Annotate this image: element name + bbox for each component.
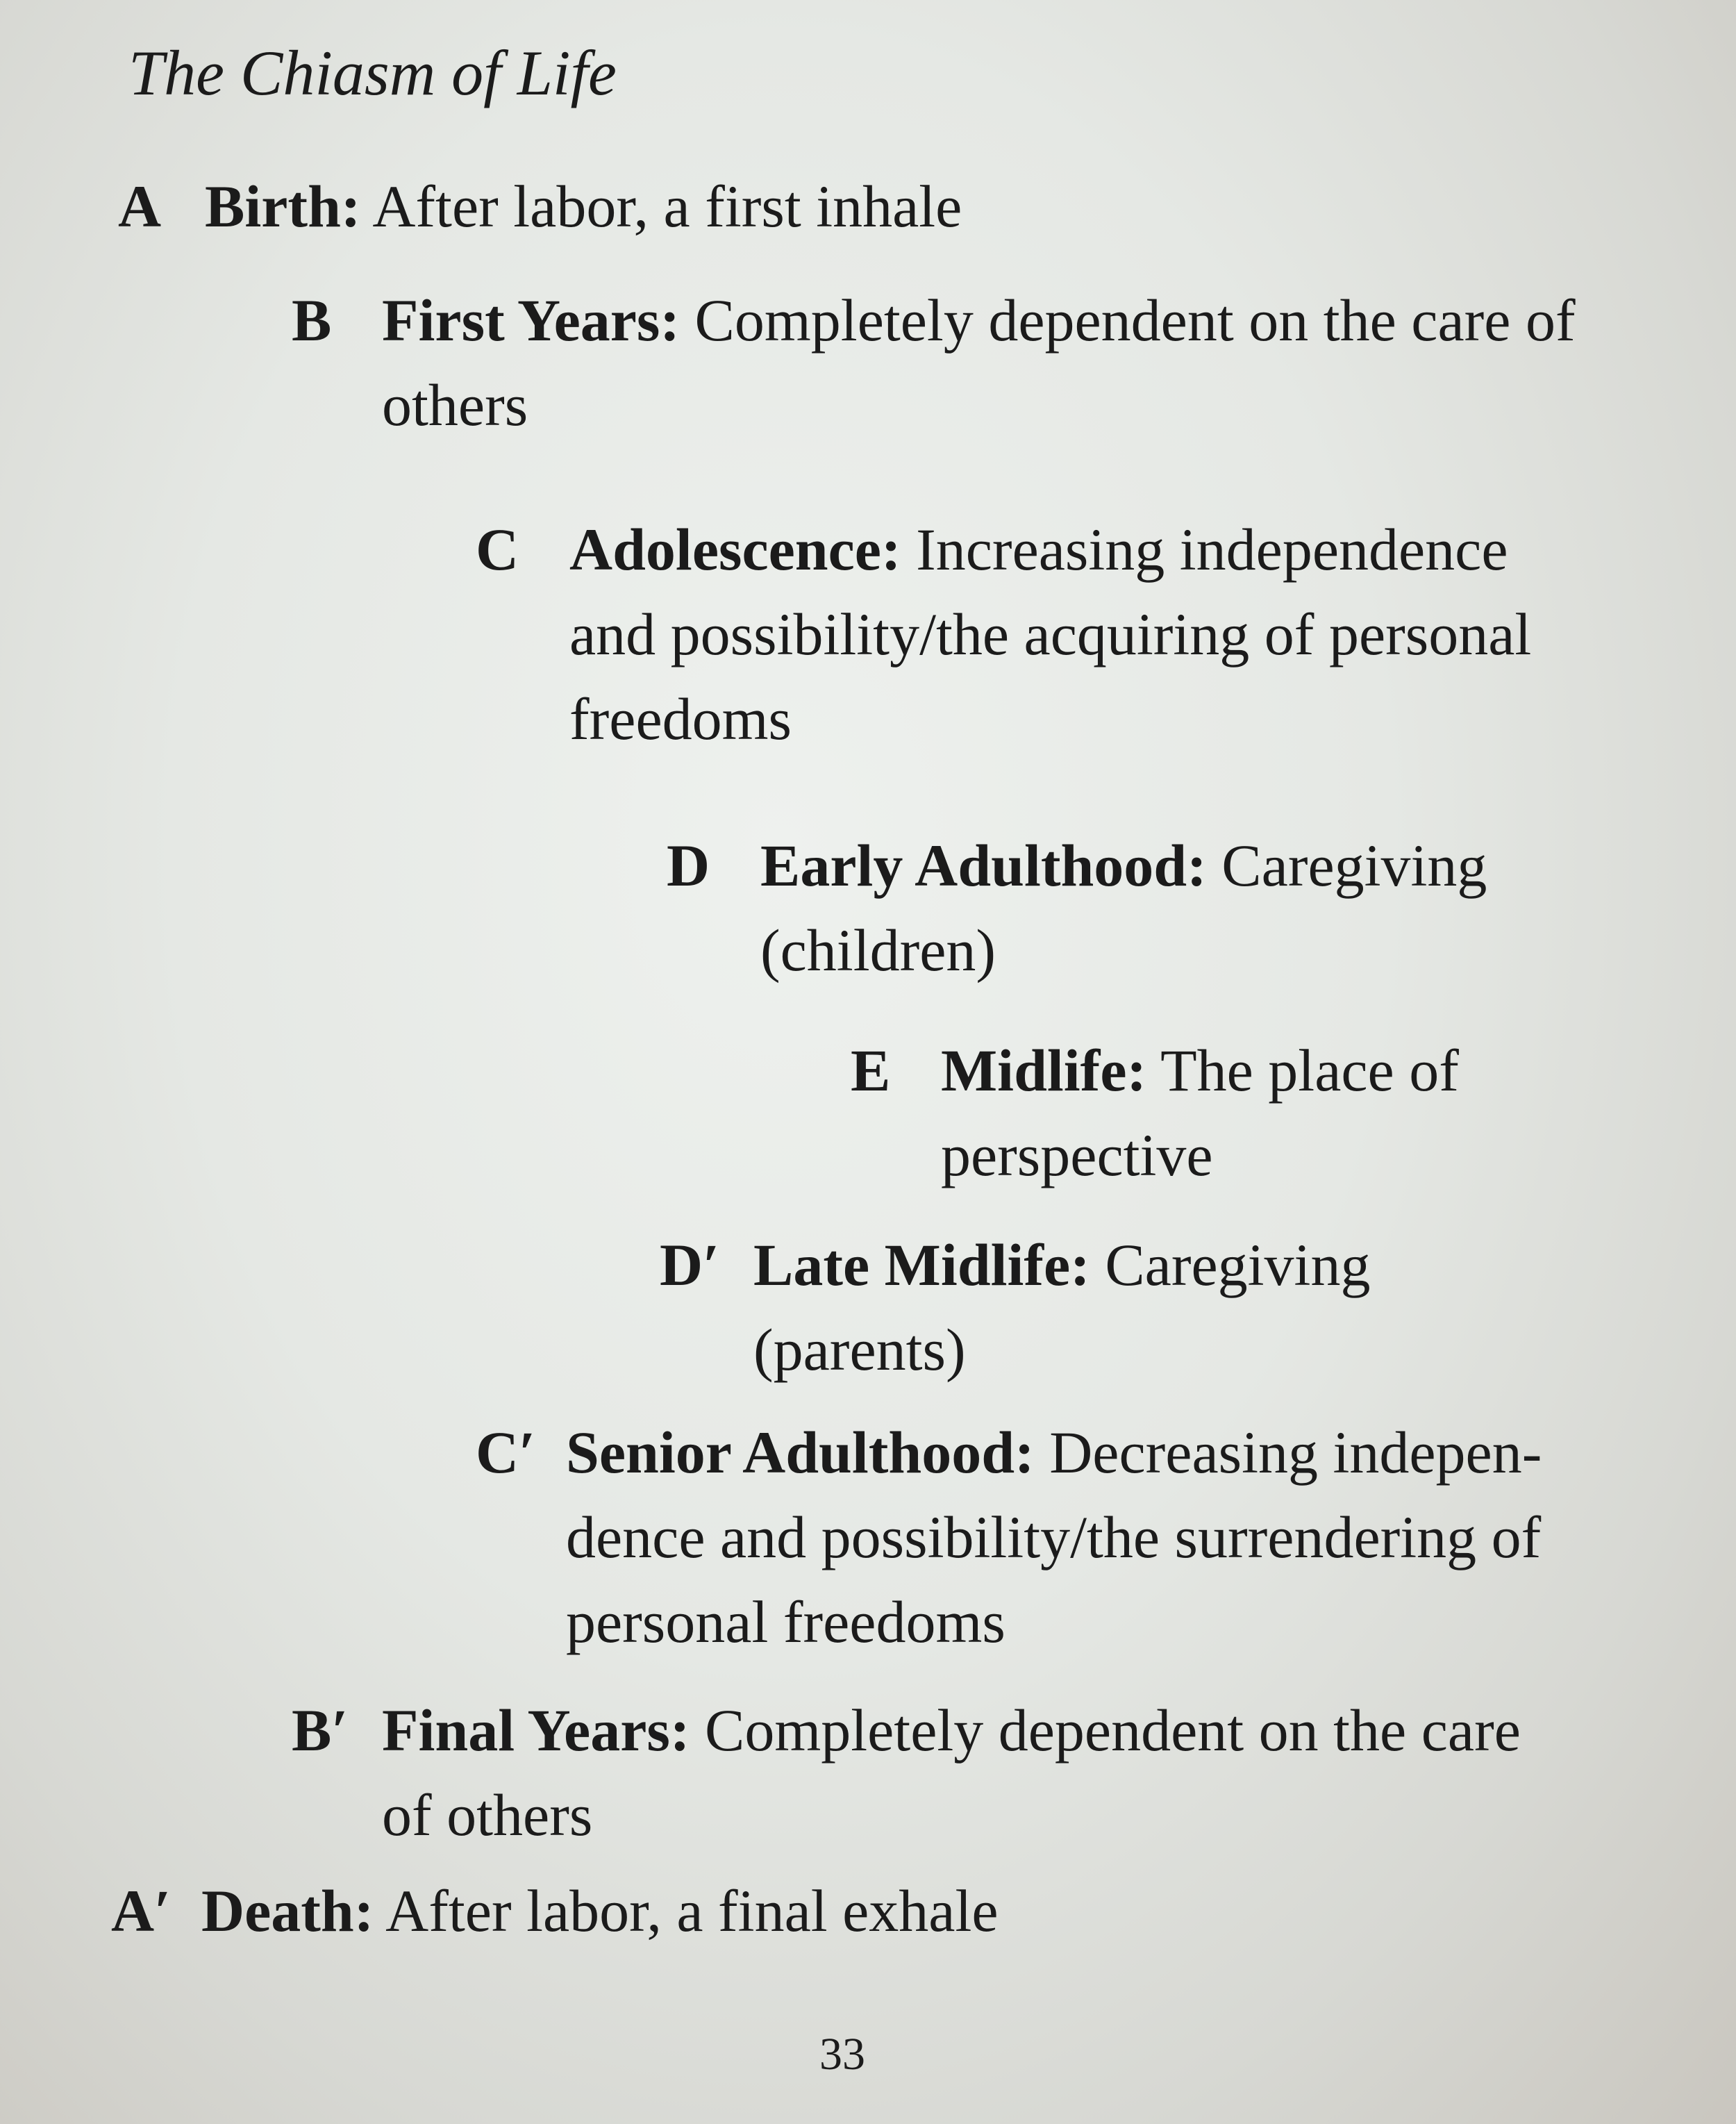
entry-term: Late Midlife: [753,1231,1090,1298]
chiasm-entry-c [476,507,1656,785]
entry-letter: D [667,832,710,899]
entry-text [201,1868,1083,1953]
entry-letter: D′ [660,1231,720,1298]
entry-description: Completely dependent on the care of others [382,287,1576,438]
entry-term: Final Years: [382,1697,690,1764]
chiasm-entry-a [118,164,1090,254]
entry-description: Completely dependent on the care of others [382,1697,1521,1848]
entry-term: Early Adulthood: [760,832,1207,899]
entry-text [753,1222,1392,1392]
chiasm-entry-c-prime [476,1410,1691,1688]
entry-text [205,164,1090,249]
chiasm-entry-e [851,1028,1614,1209]
entry-text [760,823,1496,993]
entry-term: Adolescence: [569,516,901,583]
entry-letter: A [118,173,162,240]
page-number: 33 [819,2029,865,2080]
entry-letter: A′ [111,1877,172,1944]
entry-term: Midlife: [941,1037,1147,1104]
entry-description: Decreasing indepen-dence and possibility/the surrendering of personal freedoms [566,1419,1542,1655]
entry-description: After labor, a final exhale [385,1877,999,1944]
chiasm-entry-b [292,278,1611,458]
entry-letter: B′ [292,1697,349,1764]
entry-letter: E [851,1037,891,1104]
entry-term: Birth: [205,173,361,240]
chiasm-entry-b-prime [292,1688,1611,1868]
entry-description: Caregiving (parents) [753,1231,1371,1383]
entry-description: After labor, a first inhale [372,173,962,240]
entry-letter: C [476,516,519,583]
entry-text [941,1028,1496,1197]
entry-text [382,278,1590,447]
entry-letter: C′ [476,1419,536,1486]
entry-description: Increasing independence and possibility/the acquiring of personal freedoms [569,516,1532,752]
entry-text [382,1688,1521,1857]
entry-text [566,1410,1594,1664]
chiasm-entry-a-prime [111,1868,1083,1959]
entry-term: Senior Adulthood: [566,1419,1035,1486]
entry-letter: B [292,287,332,354]
entry-term: Death: [201,1877,374,1944]
entry-term: First Years: [382,287,681,354]
entry-description: The place of perspective [941,1037,1459,1188]
chiasm-entry-d-prime [660,1222,1562,1403]
entry-text [569,507,1583,761]
entry-description: Caregiving (children) [760,832,1487,984]
section-title: The Chiasm of Life [128,38,617,108]
chiasm-entry-d [667,823,1569,1004]
